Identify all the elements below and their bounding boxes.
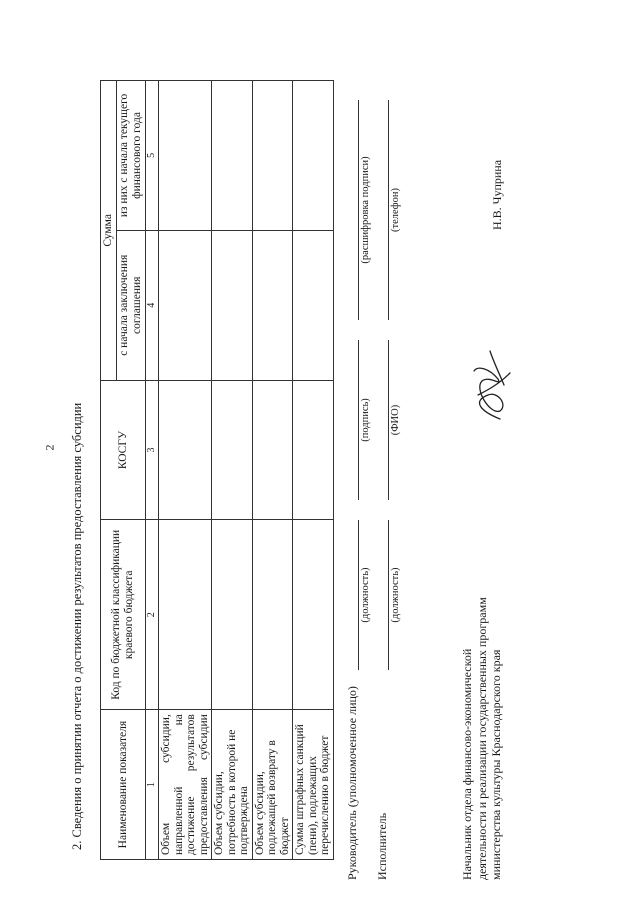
cell-sum-agreement	[293, 230, 334, 380]
col-number: 1	[146, 710, 159, 860]
table-row	[252, 81, 293, 860]
section-heading: 2. Сведения о принятии отчета о достижении результатов предоставления субсидии	[70, 402, 84, 850]
cell-kosgu	[252, 380, 293, 520]
executor-position-line	[388, 520, 389, 670]
cell-sum-agreement	[159, 230, 212, 380]
cell-code	[159, 520, 212, 710]
cell-kosgu	[293, 380, 334, 520]
table-row	[212, 81, 253, 860]
col-header-code: Код по бюджетной классификации краевого бюджета	[101, 520, 146, 710]
signer-title-line: министерства культуры Краснодарского края	[489, 649, 503, 880]
cell-sum-year	[159, 81, 212, 231]
row-label: Сумма штрафных санкций (пени), подлежащих перечислению в бюджет	[293, 710, 334, 860]
col-number: 2	[146, 520, 159, 710]
executor-phone-line	[388, 100, 389, 320]
signer-name: Н.В. Чуприна	[490, 159, 504, 230]
table-row	[293, 81, 334, 860]
executor-fio-line	[388, 340, 389, 500]
head-position-line	[358, 520, 359, 670]
col-header-sum: Сумма	[101, 81, 117, 381]
col-header-name: Наименование показателя	[101, 710, 146, 860]
head-position-caption: (должность)	[360, 567, 371, 623]
cell-sum-year	[212, 81, 253, 231]
head-decoding-caption: (расшифровка подписи)	[360, 156, 371, 264]
table-row	[159, 81, 212, 860]
signer-title-line: Начальник отдела финансово-экономической	[460, 648, 474, 880]
executor-phone-caption: (телефон)	[390, 188, 401, 232]
cell-code	[252, 520, 293, 710]
cell-kosgu	[212, 380, 253, 520]
head-label: Руководитель (уполномоченное лицо)	[345, 686, 359, 880]
executor-fio-caption: (ФИО)	[390, 404, 401, 436]
cell-code	[212, 520, 253, 710]
col-number: 5	[146, 81, 159, 231]
cell-kosgu	[159, 380, 212, 520]
handwritten-signature	[460, 345, 520, 425]
col-header-since-year: из них с начала текущего финансового года	[117, 81, 146, 231]
executor-position-caption: (должность)	[390, 567, 401, 623]
cell-sum-year	[293, 81, 334, 231]
row-label: Объем субсидии, направленной на достижение результатов предоставления субсидии	[159, 710, 212, 860]
row-label: Объем субсидии, потребность в которой не подтверждена	[212, 710, 253, 860]
cell-code	[293, 520, 334, 710]
signer-title	[460, 597, 504, 880]
col-number: 4	[146, 230, 159, 380]
cell-sum-agreement	[212, 230, 253, 380]
cell-sum-year	[252, 81, 293, 231]
head-decoding-line	[358, 100, 359, 320]
head-signature-line	[358, 340, 359, 500]
rotated-page	[40, 80, 600, 880]
row-label: Объем субсидии, подлежащей возврату в бюджет	[252, 710, 293, 860]
col-number: 3	[146, 380, 159, 520]
cell-sum-agreement	[252, 230, 293, 380]
signer-title-line: деятельности и реализации государственных программ	[474, 597, 489, 880]
col-header-kosgu: КОСГУ	[101, 380, 146, 520]
col-header-since-agreement: с начала заключения соглашения	[117, 230, 146, 380]
executor-label: Исполнитель	[375, 812, 389, 880]
report-table	[100, 80, 334, 860]
head-signature-caption: (подпись)	[360, 398, 371, 442]
page-number: 2	[42, 444, 57, 451]
